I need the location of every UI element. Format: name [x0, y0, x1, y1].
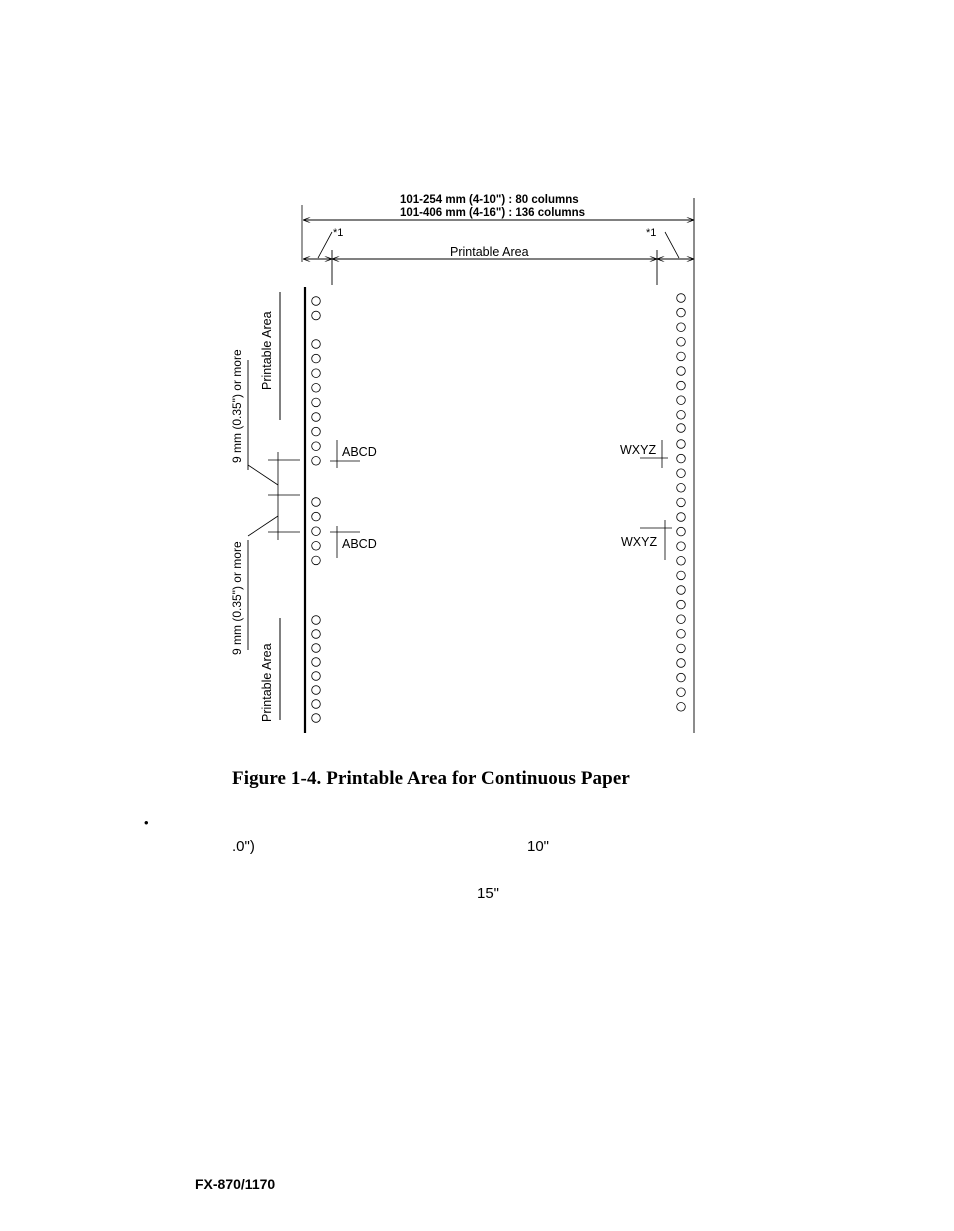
sprocket-hole-right-2 — [677, 308, 686, 317]
sprocket-hole-left-5 — [312, 369, 321, 378]
page-footer: FX-870/1170 — [195, 1176, 276, 1192]
margin-leader-top — [248, 465, 278, 485]
sample-wxyz-2: WXYZ — [621, 535, 658, 549]
sprocket-hole-left-22 — [312, 686, 321, 695]
sprocket-hole-right-10 — [677, 424, 686, 433]
side-printable-label-top: Printable Area — [260, 311, 274, 390]
sprocket-hole-right-24 — [677, 630, 686, 639]
sprocket-hole-left-1 — [312, 297, 321, 306]
sample-abcd-1: ABCD — [342, 445, 377, 459]
body-fragment-1: .0") — [232, 838, 255, 855]
sprocket-hole-left-4 — [312, 354, 321, 363]
body-fragment-2: 10" — [527, 838, 550, 855]
sprocket-hole-right-28 — [677, 688, 686, 697]
body-fragment-3: 15" — [477, 885, 500, 902]
sprocket-hole-left-21 — [312, 672, 321, 681]
sprocket-hole-right-17 — [677, 527, 686, 536]
sprocket-hole-right-4 — [677, 338, 686, 347]
sprocket-hole-right-21 — [677, 586, 686, 595]
sprocket-hole-left-11 — [312, 457, 321, 466]
sample-abcd-2: ABCD — [342, 537, 377, 551]
sprocket-hole-right-20 — [677, 571, 686, 580]
note-mark-left: *1 — [333, 227, 344, 239]
sprocket-hole-right-1 — [677, 294, 686, 303]
width-spec-1: 101-254 mm (4-10") : 80 columns — [400, 194, 579, 206]
printable-area-top-label: Printable Area — [450, 245, 529, 259]
sprocket-holes-right — [677, 294, 686, 711]
sprocket-hole-left-12 — [312, 498, 321, 507]
sprocket-hole-left-15 — [312, 542, 321, 551]
sprocket-hole-left-24 — [312, 714, 321, 723]
sprocket-hole-right-26 — [677, 659, 686, 668]
sprocket-hole-right-7 — [677, 381, 686, 390]
sprocket-hole-right-29 — [677, 703, 686, 712]
sprocket-hole-right-14 — [677, 484, 686, 493]
sprocket-holes-left — [312, 297, 321, 723]
sprocket-hole-left-8 — [312, 413, 321, 422]
sprocket-hole-left-6 — [312, 384, 321, 393]
sprocket-hole-right-22 — [677, 600, 686, 609]
sprocket-hole-left-20 — [312, 658, 321, 667]
sprocket-hole-left-3 — [312, 340, 321, 349]
sprocket-hole-right-19 — [677, 557, 686, 566]
sprocket-hole-right-27 — [677, 673, 686, 682]
sprocket-hole-right-8 — [677, 396, 686, 405]
sprocket-hole-right-3 — [677, 323, 686, 332]
sprocket-hole-left-2 — [312, 311, 321, 320]
sprocket-hole-right-13 — [677, 469, 686, 478]
sprocket-hole-left-16 — [312, 556, 321, 565]
width-spec-2: 101-406 mm (4-16") : 136 columns — [400, 207, 586, 219]
note-mark-right: *1 — [646, 227, 657, 239]
sprocket-hole-right-25 — [677, 644, 686, 653]
sprocket-hole-left-7 — [312, 398, 321, 407]
figure-caption: Figure 1-4. Printable Area for Continuous Paper — [232, 768, 630, 789]
sprocket-hole-right-16 — [677, 513, 686, 522]
side-printable-label-bottom: Printable Area — [260, 643, 274, 722]
bullet-mark: • — [144, 815, 149, 830]
sample-wxyz-1: WXYZ — [620, 443, 657, 457]
note-leader-right — [665, 232, 679, 258]
sprocket-hole-left-17 — [312, 616, 321, 625]
sprocket-hole-right-9 — [677, 411, 686, 420]
sprocket-hole-right-6 — [677, 367, 686, 376]
sprocket-hole-left-14 — [312, 527, 321, 536]
margin-leader-bottom — [248, 516, 278, 536]
sprocket-hole-left-9 — [312, 427, 321, 436]
sprocket-hole-left-13 — [312, 512, 321, 521]
margin-label-top: 9 mm (0.35") or more — [230, 349, 244, 463]
sprocket-hole-right-5 — [677, 352, 686, 361]
sprocket-hole-right-11 — [677, 440, 686, 449]
sprocket-hole-right-12 — [677, 454, 686, 463]
sprocket-hole-right-23 — [677, 615, 686, 624]
sprocket-hole-left-23 — [312, 700, 321, 709]
sprocket-hole-right-18 — [677, 542, 686, 551]
sprocket-hole-left-18 — [312, 630, 321, 639]
sprocket-hole-left-19 — [312, 644, 321, 653]
sprocket-hole-right-15 — [677, 498, 686, 507]
sprocket-hole-left-10 — [312, 442, 321, 451]
margin-label-bottom: 9 mm (0.35") or more — [230, 541, 244, 655]
note-leader-left — [318, 232, 332, 258]
